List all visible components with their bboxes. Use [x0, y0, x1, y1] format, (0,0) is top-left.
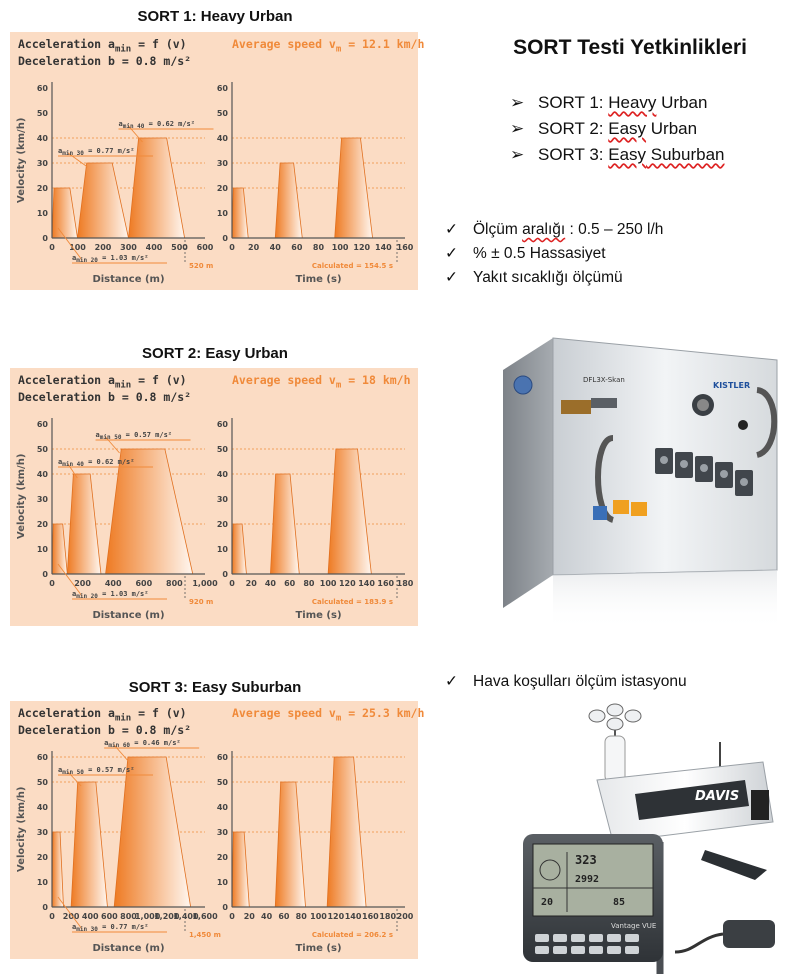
- x-tick-label: 120: [353, 243, 371, 252]
- feature-label: % ± 0.5 Hassasiyet: [473, 245, 606, 262]
- usb-logger-icon: [723, 920, 775, 948]
- x-tick-label: 200: [74, 579, 91, 588]
- x-tick-label: 300: [120, 243, 137, 252]
- sort-list-item: [510, 90, 724, 116]
- velocity-trapezoid: [232, 524, 246, 574]
- x-tick-label: 400: [81, 912, 99, 921]
- feature-item: [445, 266, 663, 290]
- sort-charts: [10, 32, 418, 290]
- sort-list-label: Suburban: [646, 145, 725, 164]
- x-tick-label: 1,000: [192, 579, 218, 588]
- sort-list-label: SORT 1:: [538, 93, 609, 112]
- y-tick-label: 10: [216, 545, 228, 554]
- x-tick-label: 600: [196, 243, 214, 252]
- velocity-trapezoid: [270, 474, 299, 574]
- y-tick-label: 0: [222, 903, 228, 912]
- y-tick-label: 30: [216, 495, 228, 504]
- velocity-trapezoid: [328, 449, 371, 574]
- x-tick-label: 100: [310, 912, 327, 921]
- sort-list-label: SORT 2:: [538, 119, 609, 138]
- y-tick-label: 0: [42, 570, 48, 579]
- average-speed-caption: Average speed $v_m = 18$ km/h: [232, 373, 411, 391]
- kistler-device-image: [495, 330, 785, 630]
- x-tick-label: 0: [49, 912, 55, 921]
- velocity-trapezoid: [71, 782, 107, 907]
- y-tick-label: 60: [36, 84, 48, 93]
- average-speed-caption: Average speed $v_m = 12.1$ km/h: [232, 37, 425, 55]
- y-tick-label: 10: [36, 878, 48, 887]
- deceleration-caption: Deceleration b = 0.8 m/s²: [18, 390, 192, 404]
- x-tick-label: 20: [245, 579, 257, 588]
- svg-text:323: 323: [575, 853, 597, 867]
- velocity-trapezoid: [232, 188, 248, 238]
- acceleration-annotation: amin 60 = 0.46 m/s²: [104, 739, 181, 749]
- competencies-title: SORT Testi Yetkinlikleri: [513, 36, 747, 59]
- feature-item: [445, 218, 663, 242]
- y-tick-label: 30: [216, 828, 228, 837]
- x-tick-label: 400: [145, 243, 163, 252]
- x-axis-label: Distance (m): [92, 610, 165, 621]
- total-label: Calculated = 183.9 s: [311, 598, 393, 606]
- station-brand-label: DAVIS: [695, 789, 740, 804]
- y-tick-label: 0: [42, 903, 48, 912]
- console-brand-label: Vantage VUE: [611, 922, 657, 930]
- x-tick-label: 0: [229, 579, 235, 588]
- x-axis-label: Time (s): [295, 610, 342, 621]
- feature-label: : 0.5 – 250 l/h: [565, 221, 664, 238]
- weather-station-item: [445, 672, 687, 691]
- x-tick-label: 100: [319, 579, 337, 588]
- x-tick-label: 160: [377, 579, 395, 588]
- y-tick-label: 60: [216, 753, 228, 762]
- y-tick-label: 10: [36, 209, 48, 218]
- y-tick-label: 60: [36, 753, 48, 762]
- y-tick-label: 50: [216, 109, 228, 118]
- y-tick-label: 60: [216, 84, 228, 93]
- acceleration-annotation: amin 30 = 0.77 m/s²: [72, 923, 149, 933]
- y-tick-label: 40: [36, 803, 48, 812]
- wind-vane-icon: [701, 850, 767, 880]
- acceleration-annotation: amin 40 = 0.62 m/s²: [118, 120, 195, 130]
- sort2-title-text: SORT 2: Easy Urban: [142, 345, 288, 362]
- brass-connector-icon: [561, 400, 591, 414]
- acceleration-annotation: amin 50 = 0.57 m/s²: [95, 431, 173, 441]
- total-label: Calculated = 206.2 s: [311, 931, 393, 939]
- logo-icon: [514, 376, 532, 394]
- arrow-icon: ➢: [510, 119, 525, 138]
- svg-text:85: 85: [613, 897, 626, 908]
- x-tick-label: 20: [248, 243, 260, 252]
- velocity-trapezoid: [52, 832, 63, 907]
- x-axis-label: Time (s): [295, 274, 342, 285]
- x-tick-label: 20: [243, 912, 255, 921]
- x-tick-label: 200: [396, 912, 414, 921]
- sort-charts: [10, 368, 418, 626]
- y-tick-label: 40: [36, 134, 48, 143]
- check-icon: ✓: [445, 673, 458, 690]
- sort-list-label: Easy: [608, 119, 647, 138]
- x-tick-label: 800: [120, 912, 137, 921]
- sort-charts: [10, 701, 418, 959]
- y-tick-label: 50: [36, 445, 48, 454]
- y-tick-label: 60: [216, 420, 228, 429]
- total-label: 520 m: [189, 262, 214, 270]
- x-tick-label: 160: [362, 912, 379, 921]
- y-tick-label: 50: [36, 778, 48, 787]
- y-tick-label: 50: [216, 445, 228, 454]
- sort-list-label: Easy: [608, 145, 647, 164]
- x-tick-label: 80: [295, 912, 307, 921]
- x-tick-label: 800: [166, 579, 183, 588]
- anemometer-icon: [589, 704, 641, 730]
- x-tick-label: 1,200: [154, 912, 180, 921]
- x-tick-label: 40: [261, 912, 273, 921]
- feature-list: [445, 218, 663, 290]
- x-tick-label: 1,400: [173, 912, 199, 921]
- velocity-trapezoid: [106, 449, 193, 574]
- sort2-panel: [10, 368, 418, 626]
- x-tick-label: 0: [229, 243, 235, 252]
- x-tick-label: 120: [338, 579, 356, 588]
- y-tick-label: 0: [42, 234, 48, 243]
- x-tick-label: 1,000: [134, 912, 161, 921]
- y-tick-label: 60: [36, 420, 48, 429]
- arrow-icon: ➢: [510, 93, 525, 112]
- feature-item: [445, 242, 663, 266]
- x-tick-label: 600: [101, 912, 118, 921]
- check-icon: ✓: [445, 221, 458, 238]
- sort3-title: SORT 3: Easy Suburban: [128, 679, 302, 696]
- x-tick-label: 40: [264, 579, 277, 588]
- x-tick-label: 160: [396, 243, 414, 252]
- feature-label: Ölçüm: [473, 221, 523, 238]
- x-axis-label: Distance (m): [92, 943, 165, 954]
- total-label: Calculated = 154.5 s: [311, 262, 393, 270]
- y-tick-label: 20: [216, 853, 228, 862]
- sort1-panel: [10, 32, 425, 290]
- x-tick-label: 80: [303, 579, 315, 588]
- x-tick-label: 400: [104, 579, 122, 588]
- x-tick-label: 1,600: [192, 912, 218, 921]
- sort-list-item: [510, 116, 724, 142]
- x-tick-label: 600: [135, 579, 153, 588]
- x-tick-label: 140: [375, 243, 392, 252]
- acceleration-annotation: amin 20 = 1.03 m/s²: [72, 590, 149, 600]
- y-axis-label: Velocity (km/h): [16, 453, 27, 539]
- y-tick-label: 0: [222, 570, 228, 579]
- acceleration-caption: Acceleration $a_{min} = f$ (v): [18, 37, 187, 55]
- y-tick-label: 20: [216, 520, 228, 529]
- y-tick-label: 0: [222, 234, 228, 243]
- check-icon: ✓: [445, 269, 458, 286]
- acceleration-annotation: amin 20 = 1.03 m/s²: [72, 254, 149, 264]
- y-tick-label: 30: [36, 828, 48, 837]
- feature-label: aralığı: [522, 221, 566, 238]
- y-tick-label: 40: [36, 470, 48, 479]
- y-tick-label: 10: [216, 209, 228, 218]
- y-tick-label: 40: [216, 803, 228, 812]
- sort-list-item: [510, 142, 724, 168]
- acceleration-annotation: amin 50 = 0.57 m/s²: [58, 766, 135, 776]
- y-tick-label: 40: [216, 134, 228, 143]
- x-axis-label: Time (s): [295, 943, 342, 954]
- sort-list: [510, 90, 724, 168]
- velocity-trapezoid: [335, 138, 373, 238]
- velocity-trapezoid: [232, 832, 249, 907]
- y-tick-label: 10: [36, 545, 48, 554]
- y-axis-label: Velocity (km/h): [16, 786, 27, 872]
- sort3-panel: [10, 701, 425, 959]
- deceleration-caption: Deceleration b = 0.8 m/s²: [18, 723, 192, 737]
- average-speed-caption: Average speed $v_m = 25.3$ km/h: [232, 706, 425, 724]
- x-tick-label: 60: [278, 912, 290, 921]
- velocity-trapezoid: [67, 474, 101, 574]
- y-tick-label: 20: [36, 520, 48, 529]
- x-tick-label: 40: [269, 243, 281, 252]
- x-tick-label: 500: [171, 243, 188, 252]
- sort-list-label: SORT 3:: [538, 145, 609, 164]
- acceleration-caption: Acceleration $a_{min} = f$ (v): [18, 706, 187, 724]
- y-axis-label: Velocity (km/h): [16, 117, 27, 203]
- velocity-trapezoid: [275, 163, 302, 238]
- x-tick-label: 140: [358, 579, 375, 588]
- deceleration-caption: Deceleration b = 0.8 m/s²: [18, 54, 192, 68]
- davis-weather-station-image: [505, 702, 790, 974]
- x-tick-label: 80: [312, 243, 325, 252]
- velocity-trapezoid: [78, 163, 129, 238]
- total-label: 920 m: [189, 598, 214, 606]
- x-tick-label: 0: [229, 912, 235, 921]
- x-tick-label: 180: [379, 912, 397, 921]
- y-tick-label: 10: [216, 878, 228, 887]
- x-tick-label: 140: [344, 912, 362, 921]
- velocity-trapezoid: [327, 757, 366, 907]
- sort2-title: [0, 345, 430, 362]
- x-tick-label: 0: [49, 579, 55, 588]
- x-tick-label: 60: [291, 243, 303, 252]
- acceleration-annotation: amin 30 = 0.77 m/s²: [58, 147, 135, 157]
- velocity-trapezoid: [114, 757, 191, 907]
- x-tick-label: 120: [327, 912, 345, 921]
- acceleration-annotation: amin 40 = 0.62 m/s²: [58, 458, 135, 468]
- sort-list-label: Urban: [646, 119, 698, 138]
- y-tick-label: 30: [36, 495, 48, 504]
- device-brand-label: KISTLER: [713, 381, 751, 390]
- x-tick-label: 180: [396, 579, 414, 588]
- velocity-trapezoid: [275, 782, 305, 907]
- feature-label: Yakıt sıcaklığı ölçümü: [473, 269, 623, 286]
- device-model-label: DFL3X-Skan: [583, 376, 625, 384]
- y-tick-label: 30: [36, 159, 48, 168]
- svg-text:2992: 2992: [575, 874, 600, 885]
- y-tick-label: 30: [216, 159, 228, 168]
- x-tick-label: 100: [331, 243, 349, 252]
- y-tick-label: 40: [216, 470, 228, 479]
- velocity-trapezoid: [52, 188, 78, 238]
- x-tick-label: 200: [94, 243, 112, 252]
- x-tick-label: 0: [49, 243, 55, 252]
- x-tick-label: 60: [284, 579, 296, 588]
- total-label: 1,450 m: [189, 931, 221, 939]
- check-icon: ✓: [445, 245, 458, 262]
- sort-list-label: Urban: [656, 93, 708, 112]
- sort1-title: SORT 1: Heavy Urban: [137, 8, 293, 25]
- y-tick-label: 20: [36, 853, 48, 862]
- svg-text:20: 20: [541, 897, 554, 908]
- weather-station-label: Hava koşulları ölçüm istasyonu: [473, 673, 687, 690]
- arrow-icon: ➢: [510, 145, 525, 164]
- x-axis-label: Distance (m): [92, 274, 165, 285]
- acceleration-caption: Acceleration $a_{min} = f$ (v): [18, 373, 187, 391]
- y-tick-label: 20: [216, 184, 228, 193]
- x-tick-label: 200: [62, 912, 80, 921]
- sort-list-label: Heavy: [608, 93, 657, 112]
- y-tick-label: 50: [216, 778, 228, 787]
- x-tick-label: 100: [69, 243, 86, 252]
- y-tick-label: 20: [36, 184, 48, 193]
- y-tick-label: 50: [36, 109, 48, 118]
